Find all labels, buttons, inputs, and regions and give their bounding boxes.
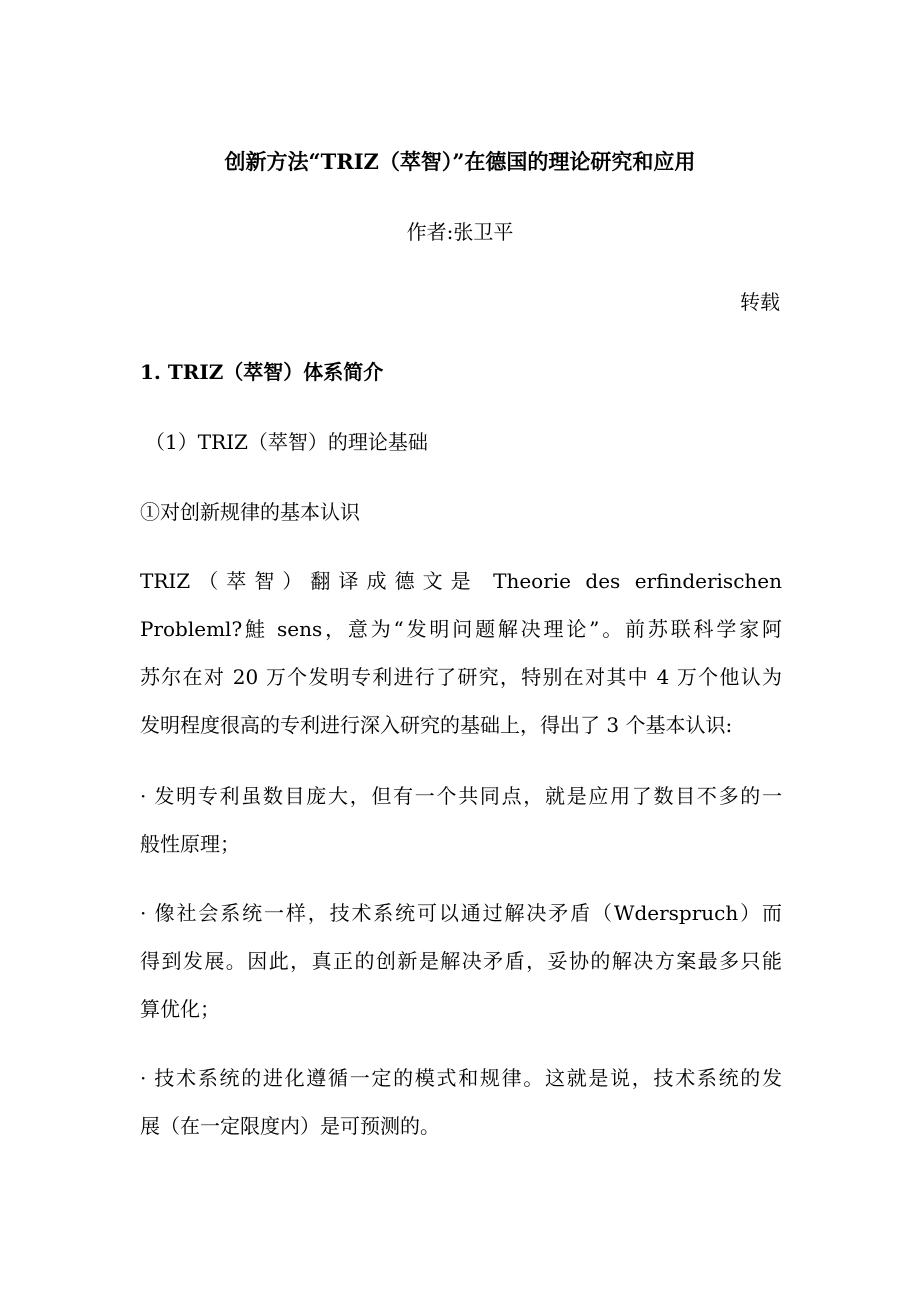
author-line: 作者:张卫平 [406, 220, 514, 244]
subsection-heading: （1）TRIZ（萃智）的理论基础 [145, 430, 428, 454]
subsubsection-heading: ①对创新规律的基本认识 [140, 500, 360, 524]
paragraph-line: TRIZ（萃智）翻译成德文是 Theorie des erfinderischen [140, 569, 782, 593]
bullet-line: 得到发展。因此，真正的创新是解决矛盾，妥协的解决方案最多只能 [140, 949, 782, 973]
intro-paragraph [140, 565, 782, 757]
bullet-line: 算优化； [140, 997, 220, 1021]
paragraph-line: 苏尔在对 20 万个发明专利进行了研究，特别在对其中 4 万个他认为 [140, 665, 782, 689]
bullet-line: · 技术系统的进化遵循一定的模式和规律。这就是说，技术系统的发 [140, 1066, 782, 1090]
repost-label: 转载 [740, 290, 780, 314]
bullet-line: 般性原理； [140, 832, 240, 856]
paragraph-line: Probleml?鮭 sens，意为“发明问题解决理论”。前苏联科学家阿 [140, 617, 782, 641]
bullet-line: · 发明专利虽数目庞大，但有一个共同点，就是应用了数目不多的一 [140, 784, 782, 808]
bullet-item [140, 1062, 782, 1158]
bullet-item [140, 897, 782, 1041]
paragraph-line: 发明程度很高的专利进行深入研究的基础上，得出了 3 个基本认识: [140, 713, 733, 737]
bullet-line: · 像社会系统一样，技术系统可以通过解决矛盾（Wderspruch）而 [140, 901, 782, 925]
bullet-item [140, 780, 782, 876]
bullet-line: 展（在一定限度内）是可预测的。 [140, 1114, 440, 1138]
document-title: 创新方法“TRIZ（萃智）”在德国的理论研究和应用 [224, 149, 696, 174]
section-heading: 1. TRIZ（萃智）体系简介 [140, 360, 384, 384]
